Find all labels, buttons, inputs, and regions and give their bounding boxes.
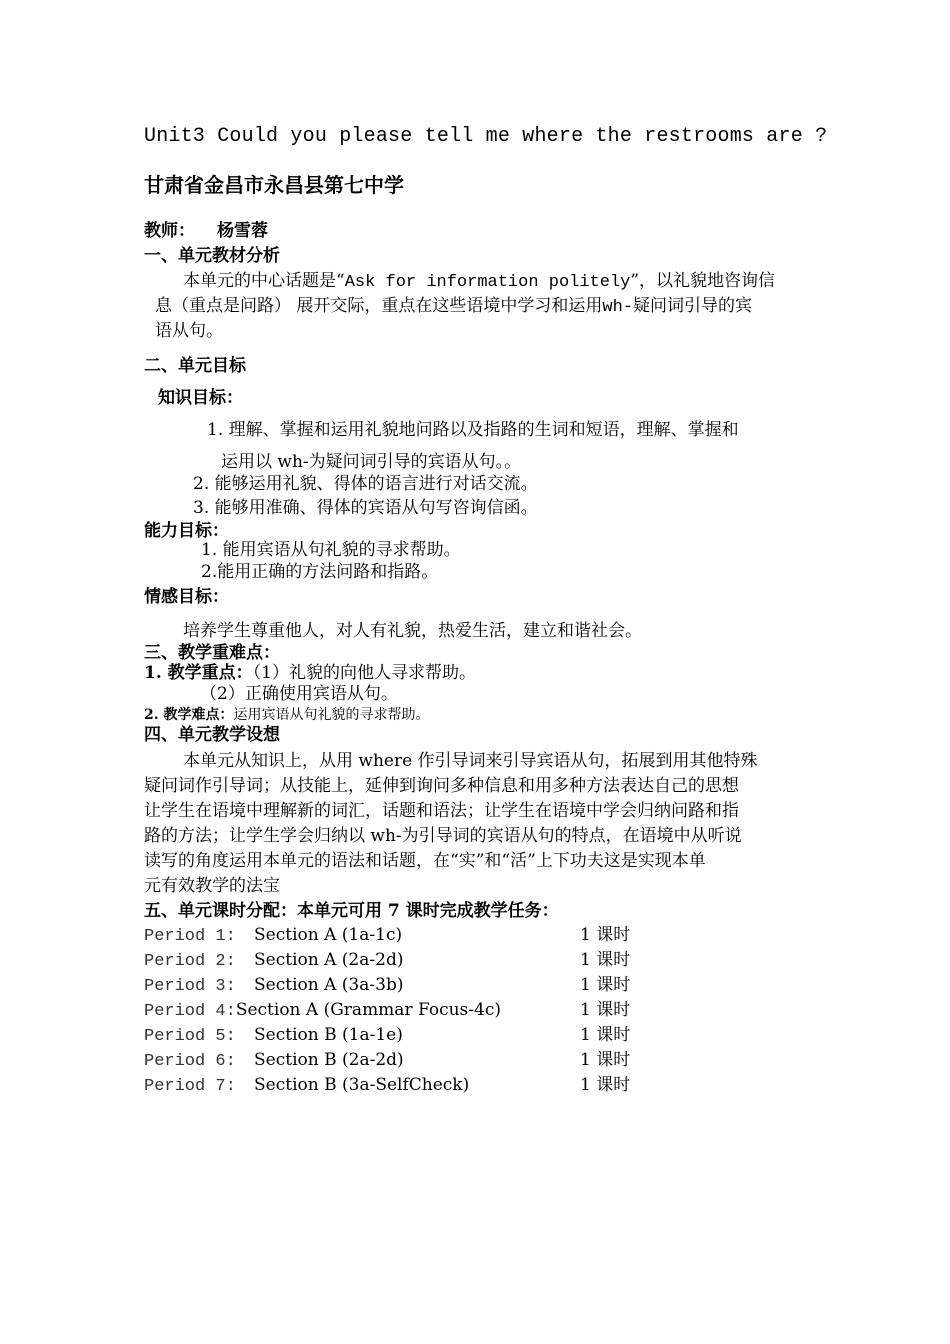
- period-label: Period 7:: [144, 1077, 247, 1096]
- section1-paragraph-line: 语从句。: [155, 321, 223, 341]
- period-label: Period 2:: [144, 952, 247, 971]
- period-row: [144, 924, 402, 948]
- knowledge-goal-1: 1. 理解、掌握和运用礼貌地问路以及指路的生词和短语，理解、掌握和: [207, 420, 739, 440]
- period-row: [144, 1024, 403, 1048]
- period-section: Section A (3a-3b): [254, 975, 404, 995]
- knowledge-goal-1-cont: 运用以 wh-为疑问词引导的宾语从句。。: [221, 452, 522, 472]
- teaching-focus-2: （2）正确使用宾语从句。: [200, 684, 398, 704]
- period-hours: 1 课时: [580, 925, 631, 945]
- section4-paragraph-line: 路的方法；让学生学会归纳以 wh-为引导词的宾语从句的特点，在语境中从听说: [144, 826, 742, 846]
- section5-heading: 五、单元课时分配：本单元可用 7 课时完成教学任务：: [144, 901, 559, 921]
- teaching-difficulty-text: 运用宾语从句礼貌的寻求帮助。: [233, 707, 430, 723]
- ability-goal-2: 2.能用正确的方法问路和指路。: [201, 562, 439, 582]
- text-span: 本单元的中心话题是“: [183, 271, 345, 291]
- period-section: Section B (1a-1e): [254, 1025, 403, 1045]
- section4-paragraph-line: 元有效教学的法宝: [144, 876, 280, 896]
- ability-goal-1: 1. 能用宾语从句礼貌的寻求帮助。: [201, 540, 461, 560]
- period-section: Section B (3a-SelfCheck): [254, 1075, 470, 1095]
- section3-heading: 三、教学重难点：: [144, 643, 280, 663]
- teaching-focus-label: 1. 教学重点：: [144, 663, 253, 683]
- teaching-difficulty-line: [144, 703, 430, 726]
- period-hours: 1 课时: [580, 950, 631, 970]
- period-label: Period 4:: [144, 1002, 236, 1021]
- period-hours: 1 课时: [580, 1075, 631, 1095]
- section1-heading: 一、单元教材分析: [144, 246, 280, 266]
- knowledge-goal-2: 2. 能够运用礼貌、得体的语言进行对话交流。: [193, 474, 538, 494]
- section1-paragraph-line: [183, 270, 775, 294]
- section1-paragraph-line: [155, 295, 752, 319]
- emotion-goal-1: 培养学生尊重他人，对人有礼貌，热爱生活，建立和谐社会。: [183, 621, 642, 641]
- teacher-line: [144, 220, 268, 242]
- section2-heading: 二、单元目标: [144, 356, 246, 376]
- period-label: Period 5:: [144, 1027, 247, 1046]
- ability-goals-label: 能力目标：: [144, 521, 229, 541]
- period-hours: 1 课时: [580, 975, 631, 995]
- section4-heading: 四、单元教学设想: [144, 725, 280, 745]
- teaching-focus-1: （1）礼貌的向他人寻求帮助。: [252, 663, 476, 683]
- knowledge-goals-label: 知识目标：: [158, 388, 243, 408]
- emotion-goals-label: 情感目标：: [144, 587, 229, 607]
- period-row: [144, 974, 403, 998]
- period-section: Section A (1a-1c): [254, 925, 403, 945]
- section4-paragraph-line: 疑问词作引导词；从技能上，延伸到询问多种信息和用多种方法表达自己的思想: [144, 776, 739, 796]
- document-title: Unit3 Could you please tell me where the restrooms are ?: [144, 125, 828, 148]
- period-label: Period 6:: [144, 1052, 247, 1071]
- period-section: Section A (Grammar Focus-4c): [235, 1000, 501, 1020]
- teaching-difficulty-label: 2. 教学难点：: [144, 707, 234, 723]
- period-label: Period 3:: [144, 977, 247, 996]
- period-label: Period 1:: [144, 927, 247, 946]
- period-row: [144, 999, 501, 1023]
- school-name: 甘肃省金昌市永昌县第七中学: [144, 173, 404, 197]
- section4-paragraph-line: 读写的角度运用本单元的语法和话题，在“实”和“活”上下功夫这是实现本单: [144, 851, 706, 871]
- teacher-label: 教师：: [144, 221, 195, 241]
- section4-paragraph-line: 本单元从知识上，从用 where 作引导词来引导宾语从句，拓展到用其他特殊: [183, 751, 758, 771]
- knowledge-goal-3: 3. 能够用准确、得体的宾语从句写咨询信函。: [193, 498, 538, 518]
- section4-paragraph-line: 让学生在语境中理解新的词汇，话题和语法；让学生在语境中学会归纳问路和指: [144, 801, 739, 821]
- period-row: [144, 949, 403, 973]
- period-hours: 1 课时: [580, 1000, 631, 1020]
- period-row: [144, 1074, 469, 1098]
- teacher-name: 杨雪蓉: [217, 221, 268, 241]
- period-section: Section A (2a-2d): [254, 950, 404, 970]
- period-hours: 1 课时: [580, 1050, 631, 1070]
- period-section: Section B (2a-2d): [254, 1050, 404, 1070]
- english-span: Ask for information politely: [344, 273, 631, 292]
- period-hours: 1 课时: [580, 1025, 631, 1045]
- period-row: [144, 1049, 404, 1073]
- teaching-focus-line: [144, 662, 476, 684]
- english-span: wh-: [602, 298, 634, 317]
- text-span: 息（重点是问路） 展开交际，重点在这些语境中学习和运用: [155, 296, 603, 316]
- text-span: 疑问词引导的宾: [633, 296, 753, 316]
- text-span: ”，以礼貌地咨询信: [630, 271, 776, 291]
